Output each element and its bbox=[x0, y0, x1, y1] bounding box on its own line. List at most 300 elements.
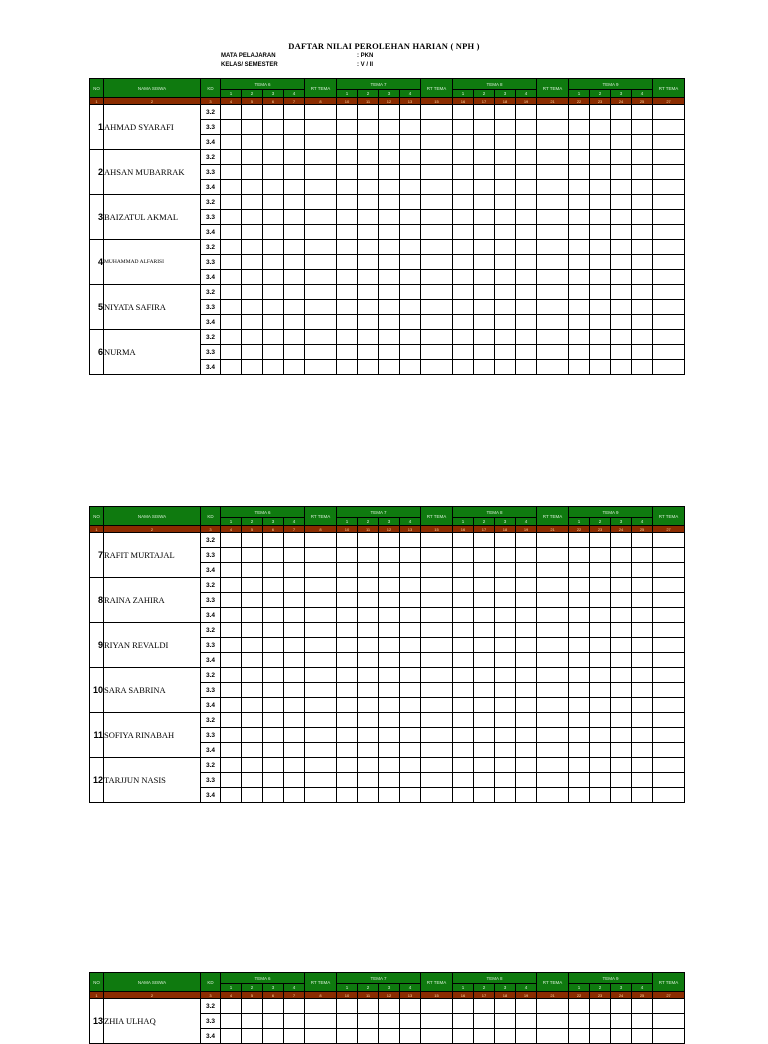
grade-cell[interactable] bbox=[590, 773, 611, 788]
grade-cell[interactable] bbox=[569, 623, 590, 638]
grade-cell[interactable] bbox=[474, 608, 495, 623]
grade-cell[interactable] bbox=[400, 758, 421, 773]
grade-cell[interactable] bbox=[632, 165, 653, 180]
grade-cell[interactable] bbox=[263, 255, 284, 270]
grade-cell[interactable] bbox=[305, 165, 337, 180]
grade-cell[interactable] bbox=[263, 788, 284, 803]
grade-cell[interactable] bbox=[495, 638, 516, 653]
grade-cell[interactable] bbox=[421, 533, 453, 548]
grade-cell[interactable] bbox=[632, 360, 653, 375]
grade-cell[interactable] bbox=[421, 300, 453, 315]
grade-cell[interactable] bbox=[358, 743, 379, 758]
grade-cell[interactable] bbox=[221, 713, 242, 728]
grade-cell[interactable] bbox=[337, 608, 358, 623]
grade-cell[interactable] bbox=[516, 593, 537, 608]
grade-cell[interactable] bbox=[242, 593, 263, 608]
grade-cell[interactable] bbox=[379, 120, 400, 135]
grade-cell[interactable] bbox=[284, 105, 305, 120]
grade-cell[interactable] bbox=[453, 698, 474, 713]
grade-cell[interactable] bbox=[421, 563, 453, 578]
grade-cell[interactable] bbox=[305, 683, 337, 698]
grade-cell[interactable] bbox=[537, 548, 569, 563]
grade-cell[interactable] bbox=[537, 240, 569, 255]
grade-cell[interactable] bbox=[221, 360, 242, 375]
grade-cell[interactable] bbox=[358, 330, 379, 345]
grade-cell[interactable] bbox=[284, 345, 305, 360]
grade-cell[interactable] bbox=[611, 773, 632, 788]
grade-cell[interactable] bbox=[590, 360, 611, 375]
grade-cell[interactable] bbox=[284, 360, 305, 375]
grade-cell[interactable] bbox=[400, 638, 421, 653]
grade-cell[interactable] bbox=[337, 240, 358, 255]
grade-cell[interactable] bbox=[379, 105, 400, 120]
grade-cell[interactable] bbox=[537, 270, 569, 285]
grade-cell[interactable] bbox=[516, 563, 537, 578]
grade-cell[interactable] bbox=[400, 563, 421, 578]
grade-cell[interactable] bbox=[263, 150, 284, 165]
grade-cell[interactable] bbox=[590, 638, 611, 653]
grade-cell[interactable] bbox=[653, 1029, 685, 1044]
grade-cell[interactable] bbox=[474, 300, 495, 315]
grade-cell[interactable] bbox=[221, 300, 242, 315]
grade-cell[interactable] bbox=[337, 165, 358, 180]
grade-cell[interactable] bbox=[263, 698, 284, 713]
grade-cell[interactable] bbox=[453, 758, 474, 773]
grade-cell[interactable] bbox=[421, 165, 453, 180]
grade-cell[interactable] bbox=[263, 668, 284, 683]
grade-cell[interactable] bbox=[495, 623, 516, 638]
grade-cell[interactable] bbox=[284, 758, 305, 773]
grade-cell[interactable] bbox=[284, 330, 305, 345]
grade-cell[interactable] bbox=[537, 683, 569, 698]
grade-cell[interactable] bbox=[284, 548, 305, 563]
grade-cell[interactable] bbox=[337, 195, 358, 210]
grade-cell[interactable] bbox=[400, 1014, 421, 1029]
grade-cell[interactable] bbox=[537, 330, 569, 345]
grade-cell[interactable] bbox=[358, 623, 379, 638]
grade-cell[interactable] bbox=[263, 578, 284, 593]
grade-cell[interactable] bbox=[516, 653, 537, 668]
grade-cell[interactable] bbox=[537, 120, 569, 135]
grade-cell[interactable] bbox=[590, 225, 611, 240]
grade-cell[interactable] bbox=[358, 1029, 379, 1044]
grade-cell[interactable] bbox=[516, 360, 537, 375]
grade-cell[interactable] bbox=[495, 1029, 516, 1044]
grade-cell[interactable] bbox=[284, 608, 305, 623]
grade-cell[interactable] bbox=[263, 180, 284, 195]
grade-cell[interactable] bbox=[242, 315, 263, 330]
grade-cell[interactable] bbox=[632, 1014, 653, 1029]
grade-cell[interactable] bbox=[495, 683, 516, 698]
grade-cell[interactable] bbox=[421, 210, 453, 225]
grade-cell[interactable] bbox=[495, 270, 516, 285]
grade-cell[interactable] bbox=[653, 150, 685, 165]
grade-cell[interactable] bbox=[653, 330, 685, 345]
grade-cell[interactable] bbox=[242, 210, 263, 225]
grade-cell[interactable] bbox=[590, 195, 611, 210]
grade-cell[interactable] bbox=[516, 300, 537, 315]
grade-cell[interactable] bbox=[337, 533, 358, 548]
grade-cell[interactable] bbox=[611, 150, 632, 165]
grade-cell[interactable] bbox=[379, 360, 400, 375]
grade-cell[interactable] bbox=[242, 713, 263, 728]
grade-cell[interactable] bbox=[611, 270, 632, 285]
grade-cell[interactable] bbox=[474, 698, 495, 713]
grade-cell[interactable] bbox=[453, 548, 474, 563]
grade-cell[interactable] bbox=[537, 195, 569, 210]
grade-cell[interactable] bbox=[474, 578, 495, 593]
grade-cell[interactable] bbox=[453, 240, 474, 255]
grade-cell[interactable] bbox=[263, 999, 284, 1014]
grade-cell[interactable] bbox=[590, 713, 611, 728]
grade-cell[interactable] bbox=[421, 788, 453, 803]
grade-cell[interactable] bbox=[284, 999, 305, 1014]
grade-cell[interactable] bbox=[632, 135, 653, 150]
grade-cell[interactable] bbox=[653, 623, 685, 638]
grade-cell[interactable] bbox=[653, 548, 685, 563]
grade-cell[interactable] bbox=[495, 180, 516, 195]
grade-cell[interactable] bbox=[358, 150, 379, 165]
grade-cell[interactable] bbox=[400, 270, 421, 285]
grade-cell[interactable] bbox=[453, 638, 474, 653]
grade-cell[interactable] bbox=[611, 608, 632, 623]
grade-cell[interactable] bbox=[590, 698, 611, 713]
grade-cell[interactable] bbox=[590, 180, 611, 195]
grade-cell[interactable] bbox=[611, 195, 632, 210]
grade-cell[interactable] bbox=[263, 1029, 284, 1044]
grade-cell[interactable] bbox=[474, 105, 495, 120]
grade-cell[interactable] bbox=[400, 623, 421, 638]
grade-cell[interactable] bbox=[537, 533, 569, 548]
grade-cell[interactable] bbox=[221, 150, 242, 165]
grade-cell[interactable] bbox=[611, 999, 632, 1014]
grade-cell[interactable] bbox=[379, 623, 400, 638]
grade-cell[interactable] bbox=[400, 300, 421, 315]
grade-cell[interactable] bbox=[611, 135, 632, 150]
grade-cell[interactable] bbox=[590, 1014, 611, 1029]
grade-cell[interactable] bbox=[632, 180, 653, 195]
grade-cell[interactable] bbox=[263, 623, 284, 638]
grade-cell[interactable] bbox=[305, 105, 337, 120]
grade-cell[interactable] bbox=[242, 1014, 263, 1029]
grade-cell[interactable] bbox=[242, 345, 263, 360]
grade-cell[interactable] bbox=[569, 180, 590, 195]
grade-cell[interactable] bbox=[421, 315, 453, 330]
grade-cell[interactable] bbox=[537, 300, 569, 315]
grade-cell[interactable] bbox=[242, 195, 263, 210]
grade-cell[interactable] bbox=[379, 150, 400, 165]
grade-cell[interactable] bbox=[421, 120, 453, 135]
grade-cell[interactable] bbox=[516, 548, 537, 563]
grade-cell[interactable] bbox=[611, 743, 632, 758]
grade-cell[interactable] bbox=[653, 135, 685, 150]
grade-cell[interactable] bbox=[242, 270, 263, 285]
grade-cell[interactable] bbox=[305, 135, 337, 150]
grade-cell[interactable] bbox=[421, 270, 453, 285]
grade-cell[interactable] bbox=[421, 638, 453, 653]
grade-cell[interactable] bbox=[221, 578, 242, 593]
grade-cell[interactable] bbox=[221, 623, 242, 638]
grade-cell[interactable] bbox=[495, 578, 516, 593]
grade-cell[interactable] bbox=[284, 315, 305, 330]
grade-cell[interactable] bbox=[453, 195, 474, 210]
grade-cell[interactable] bbox=[337, 698, 358, 713]
grade-cell[interactable] bbox=[453, 999, 474, 1014]
grade-cell[interactable] bbox=[569, 593, 590, 608]
grade-cell[interactable] bbox=[611, 105, 632, 120]
grade-cell[interactable] bbox=[495, 240, 516, 255]
grade-cell[interactable] bbox=[474, 270, 495, 285]
grade-cell[interactable] bbox=[242, 623, 263, 638]
grade-cell[interactable] bbox=[632, 255, 653, 270]
grade-cell[interactable] bbox=[242, 668, 263, 683]
grade-cell[interactable] bbox=[653, 698, 685, 713]
grade-cell[interactable] bbox=[537, 180, 569, 195]
grade-cell[interactable] bbox=[400, 210, 421, 225]
grade-cell[interactable] bbox=[537, 225, 569, 240]
grade-cell[interactable] bbox=[379, 653, 400, 668]
grade-cell[interactable] bbox=[474, 999, 495, 1014]
grade-cell[interactable] bbox=[358, 773, 379, 788]
grade-cell[interactable] bbox=[379, 135, 400, 150]
grade-cell[interactable] bbox=[537, 563, 569, 578]
grade-cell[interactable] bbox=[611, 180, 632, 195]
grade-cell[interactable] bbox=[611, 578, 632, 593]
grade-cell[interactable] bbox=[379, 728, 400, 743]
grade-cell[interactable] bbox=[379, 285, 400, 300]
grade-cell[interactable] bbox=[284, 195, 305, 210]
grade-cell[interactable] bbox=[611, 698, 632, 713]
grade-cell[interactable] bbox=[358, 713, 379, 728]
grade-cell[interactable] bbox=[569, 713, 590, 728]
grade-cell[interactable] bbox=[337, 285, 358, 300]
grade-cell[interactable] bbox=[337, 578, 358, 593]
grade-cell[interactable] bbox=[284, 255, 305, 270]
grade-cell[interactable] bbox=[474, 225, 495, 240]
grade-cell[interactable] bbox=[379, 210, 400, 225]
grade-cell[interactable] bbox=[400, 330, 421, 345]
grade-cell[interactable] bbox=[305, 548, 337, 563]
grade-cell[interactable] bbox=[453, 728, 474, 743]
grade-cell[interactable] bbox=[358, 345, 379, 360]
grade-cell[interactable] bbox=[400, 345, 421, 360]
grade-cell[interactable] bbox=[453, 135, 474, 150]
grade-cell[interactable] bbox=[400, 713, 421, 728]
grade-cell[interactable] bbox=[569, 240, 590, 255]
grade-cell[interactable] bbox=[653, 195, 685, 210]
grade-cell[interactable] bbox=[495, 120, 516, 135]
grade-cell[interactable] bbox=[421, 345, 453, 360]
grade-cell[interactable] bbox=[379, 593, 400, 608]
grade-cell[interactable] bbox=[569, 120, 590, 135]
grade-cell[interactable] bbox=[653, 533, 685, 548]
grade-cell[interactable] bbox=[653, 345, 685, 360]
grade-cell[interactable] bbox=[263, 120, 284, 135]
grade-cell[interactable] bbox=[569, 773, 590, 788]
grade-cell[interactable] bbox=[653, 743, 685, 758]
grade-cell[interactable] bbox=[653, 788, 685, 803]
grade-cell[interactable] bbox=[569, 638, 590, 653]
grade-cell[interactable] bbox=[421, 728, 453, 743]
grade-cell[interactable] bbox=[495, 225, 516, 240]
grade-cell[interactable] bbox=[453, 330, 474, 345]
grade-cell[interactable] bbox=[495, 788, 516, 803]
grade-cell[interactable] bbox=[242, 999, 263, 1014]
grade-cell[interactable] bbox=[495, 698, 516, 713]
grade-cell[interactable] bbox=[632, 608, 653, 623]
grade-cell[interactable] bbox=[569, 285, 590, 300]
grade-cell[interactable] bbox=[653, 180, 685, 195]
grade-cell[interactable] bbox=[611, 683, 632, 698]
grade-cell[interactable] bbox=[242, 683, 263, 698]
grade-cell[interactable] bbox=[495, 1014, 516, 1029]
grade-cell[interactable] bbox=[305, 578, 337, 593]
grade-cell[interactable] bbox=[400, 548, 421, 563]
grade-cell[interactable] bbox=[242, 135, 263, 150]
grade-cell[interactable] bbox=[379, 668, 400, 683]
grade-cell[interactable] bbox=[337, 773, 358, 788]
grade-cell[interactable] bbox=[474, 638, 495, 653]
grade-cell[interactable] bbox=[337, 758, 358, 773]
grade-cell[interactable] bbox=[590, 683, 611, 698]
grade-cell[interactable] bbox=[632, 150, 653, 165]
grade-cell[interactable] bbox=[263, 563, 284, 578]
grade-cell[interactable] bbox=[453, 270, 474, 285]
grade-cell[interactable] bbox=[453, 563, 474, 578]
grade-cell[interactable] bbox=[590, 668, 611, 683]
grade-cell[interactable] bbox=[569, 999, 590, 1014]
grade-cell[interactable] bbox=[474, 180, 495, 195]
grade-cell[interactable] bbox=[653, 120, 685, 135]
grade-cell[interactable] bbox=[242, 255, 263, 270]
grade-cell[interactable] bbox=[305, 788, 337, 803]
grade-cell[interactable] bbox=[453, 743, 474, 758]
grade-cell[interactable] bbox=[221, 773, 242, 788]
grade-cell[interactable] bbox=[653, 653, 685, 668]
grade-cell[interactable] bbox=[263, 195, 284, 210]
grade-cell[interactable] bbox=[284, 773, 305, 788]
grade-cell[interactable] bbox=[358, 999, 379, 1014]
grade-cell[interactable] bbox=[358, 788, 379, 803]
grade-cell[interactable] bbox=[263, 608, 284, 623]
grade-cell[interactable] bbox=[263, 330, 284, 345]
grade-cell[interactable] bbox=[569, 165, 590, 180]
grade-cell[interactable] bbox=[516, 999, 537, 1014]
grade-cell[interactable] bbox=[495, 713, 516, 728]
grade-cell[interactable] bbox=[516, 195, 537, 210]
grade-cell[interactable] bbox=[284, 668, 305, 683]
grade-cell[interactable] bbox=[400, 728, 421, 743]
grade-cell[interactable] bbox=[453, 653, 474, 668]
grade-cell[interactable] bbox=[337, 270, 358, 285]
grade-cell[interactable] bbox=[421, 578, 453, 593]
grade-cell[interactable] bbox=[516, 668, 537, 683]
grade-cell[interactable] bbox=[611, 653, 632, 668]
grade-cell[interactable] bbox=[379, 255, 400, 270]
grade-cell[interactable] bbox=[358, 120, 379, 135]
grade-cell[interactable] bbox=[590, 315, 611, 330]
grade-cell[interactable] bbox=[653, 1014, 685, 1029]
grade-cell[interactable] bbox=[421, 105, 453, 120]
grade-cell[interactable] bbox=[337, 105, 358, 120]
grade-cell[interactable] bbox=[242, 728, 263, 743]
grade-cell[interactable] bbox=[516, 240, 537, 255]
grade-cell[interactable] bbox=[516, 135, 537, 150]
grade-cell[interactable] bbox=[495, 285, 516, 300]
grade-cell[interactable] bbox=[337, 330, 358, 345]
grade-cell[interactable] bbox=[358, 240, 379, 255]
grade-cell[interactable] bbox=[358, 210, 379, 225]
grade-cell[interactable] bbox=[305, 345, 337, 360]
grade-cell[interactable] bbox=[590, 345, 611, 360]
grade-cell[interactable] bbox=[337, 150, 358, 165]
grade-cell[interactable] bbox=[653, 255, 685, 270]
grade-cell[interactable] bbox=[653, 999, 685, 1014]
grade-cell[interactable] bbox=[263, 105, 284, 120]
grade-cell[interactable] bbox=[474, 653, 495, 668]
grade-cell[interactable] bbox=[284, 150, 305, 165]
grade-cell[interactable] bbox=[242, 758, 263, 773]
grade-cell[interactable] bbox=[358, 608, 379, 623]
grade-cell[interactable] bbox=[516, 150, 537, 165]
grade-cell[interactable] bbox=[263, 300, 284, 315]
grade-cell[interactable] bbox=[537, 135, 569, 150]
grade-cell[interactable] bbox=[590, 758, 611, 773]
grade-cell[interactable] bbox=[453, 300, 474, 315]
grade-cell[interactable] bbox=[495, 165, 516, 180]
grade-cell[interactable] bbox=[569, 105, 590, 120]
grade-cell[interactable] bbox=[263, 548, 284, 563]
grade-cell[interactable] bbox=[474, 713, 495, 728]
grade-cell[interactable] bbox=[305, 360, 337, 375]
grade-cell[interactable] bbox=[474, 285, 495, 300]
grade-cell[interactable] bbox=[421, 593, 453, 608]
grade-cell[interactable] bbox=[495, 593, 516, 608]
grade-cell[interactable] bbox=[611, 533, 632, 548]
grade-cell[interactable] bbox=[305, 758, 337, 773]
grade-cell[interactable] bbox=[221, 105, 242, 120]
grade-cell[interactable] bbox=[358, 683, 379, 698]
grade-cell[interactable] bbox=[358, 593, 379, 608]
grade-cell[interactable] bbox=[358, 653, 379, 668]
grade-cell[interactable] bbox=[495, 300, 516, 315]
grade-cell[interactable] bbox=[242, 773, 263, 788]
grade-cell[interactable] bbox=[221, 330, 242, 345]
grade-cell[interactable] bbox=[495, 533, 516, 548]
grade-cell[interactable] bbox=[263, 240, 284, 255]
grade-cell[interactable] bbox=[421, 240, 453, 255]
grade-cell[interactable] bbox=[569, 698, 590, 713]
grade-cell[interactable] bbox=[337, 728, 358, 743]
grade-cell[interactable] bbox=[590, 240, 611, 255]
grade-cell[interactable] bbox=[453, 225, 474, 240]
grade-cell[interactable] bbox=[221, 315, 242, 330]
grade-cell[interactable] bbox=[337, 593, 358, 608]
grade-cell[interactable] bbox=[263, 653, 284, 668]
grade-cell[interactable] bbox=[611, 593, 632, 608]
grade-cell[interactable] bbox=[337, 255, 358, 270]
grade-cell[interactable] bbox=[537, 285, 569, 300]
grade-cell[interactable] bbox=[611, 285, 632, 300]
grade-cell[interactable] bbox=[284, 593, 305, 608]
grade-cell[interactable] bbox=[421, 999, 453, 1014]
grade-cell[interactable] bbox=[221, 593, 242, 608]
grade-cell[interactable] bbox=[358, 728, 379, 743]
grade-cell[interactable] bbox=[400, 773, 421, 788]
grade-cell[interactable] bbox=[421, 150, 453, 165]
grade-cell[interactable] bbox=[569, 255, 590, 270]
grade-cell[interactable] bbox=[400, 1029, 421, 1044]
